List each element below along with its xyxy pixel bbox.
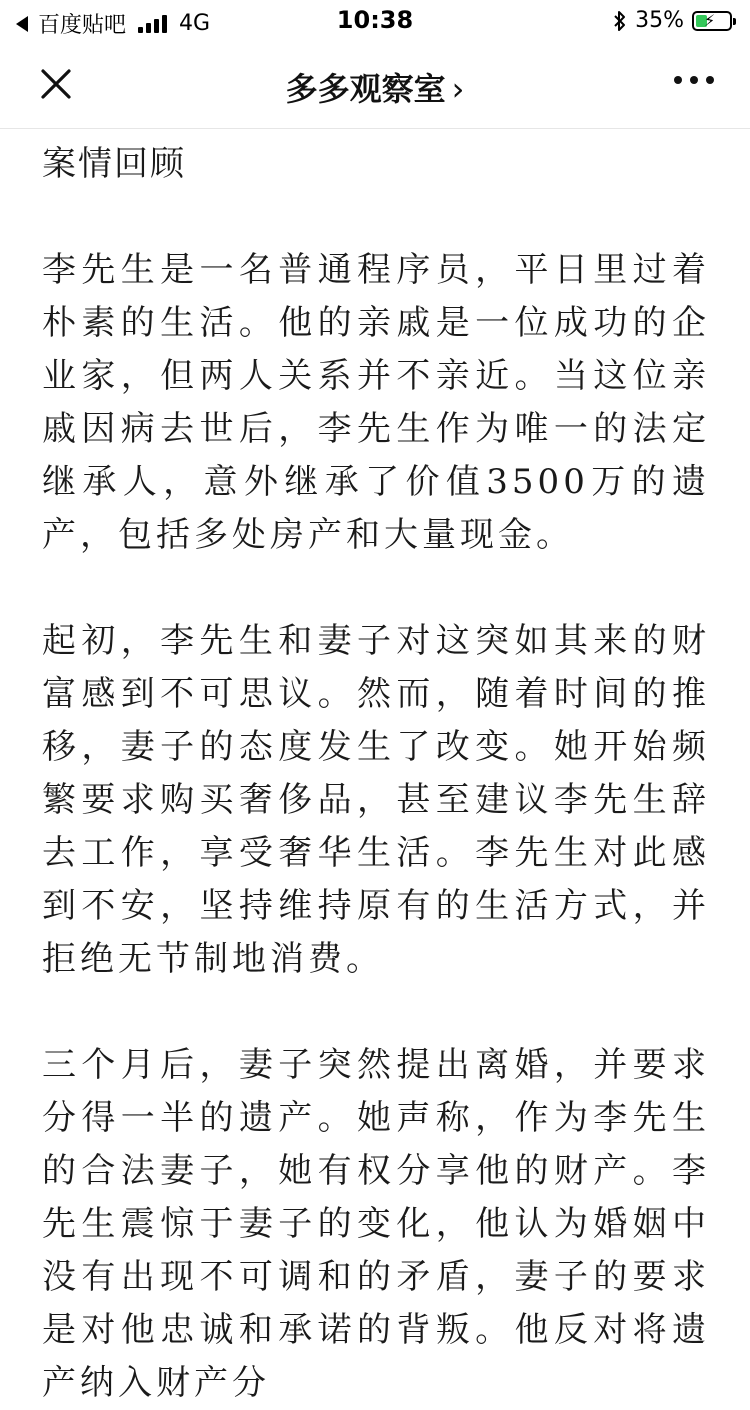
status-time: 10:38	[336, 6, 414, 34]
battery-percent: 35%	[635, 8, 684, 33]
article-paragraph-2: 起初，李先生和妻子对这突如其来的财富感到不可思议。然而，随着时间的推移，妻子的态度发生了改变。她开始频繁要求购买奢侈品，甚至建议李先生辞去工作，享受奢华生活。李先生对此感到不安，坚持维持原有的生活方式，并拒绝无节制地消费。	[42, 621, 710, 979]
battery-tip	[733, 18, 736, 25]
section-title: 案情回顾	[42, 144, 186, 184]
article-paragraph-1: 李先生是一名普通程序员，平日里过着朴素的生活。他的亲戚是一位成功的企业家，但两人关系并不亲近。当这位亲戚因病去世后，李先生作为唯一的法定继承人，意外继承了价值3500万的遗产，包括多处房产和大量现金。	[42, 250, 710, 555]
battery-icon	[692, 11, 732, 31]
article-body	[42, 138, 710, 1410]
page-title[interactable]	[0, 64, 750, 110]
back-app-label[interactable]: 百度贴吧	[38, 13, 127, 38]
nav-bar	[0, 44, 750, 129]
charging-icon: ⚡	[704, 10, 716, 30]
more-options-icon[interactable]	[674, 70, 714, 90]
article-paragraph-3: 三个月后，妻子突然提出离婚，并要求分得一半的遗产。她声称，作为李先生的合法妻子，她有权分享他的财产。李先生震惊于妻子的变化，他认为婚姻中没有出现不可调和的矛盾，妻子的要求是对他忠诚和承诺的背叛。他反对将遗产纳入财产分	[42, 1045, 710, 1403]
status-bar	[0, 0, 750, 44]
network-type: 4G	[179, 11, 211, 36]
status-right	[613, 8, 732, 33]
bluetooth-icon	[613, 10, 627, 32]
chevron-right-icon[interactable]: ›	[451, 70, 465, 108]
account-name[interactable]: 多多观察室	[285, 70, 446, 108]
